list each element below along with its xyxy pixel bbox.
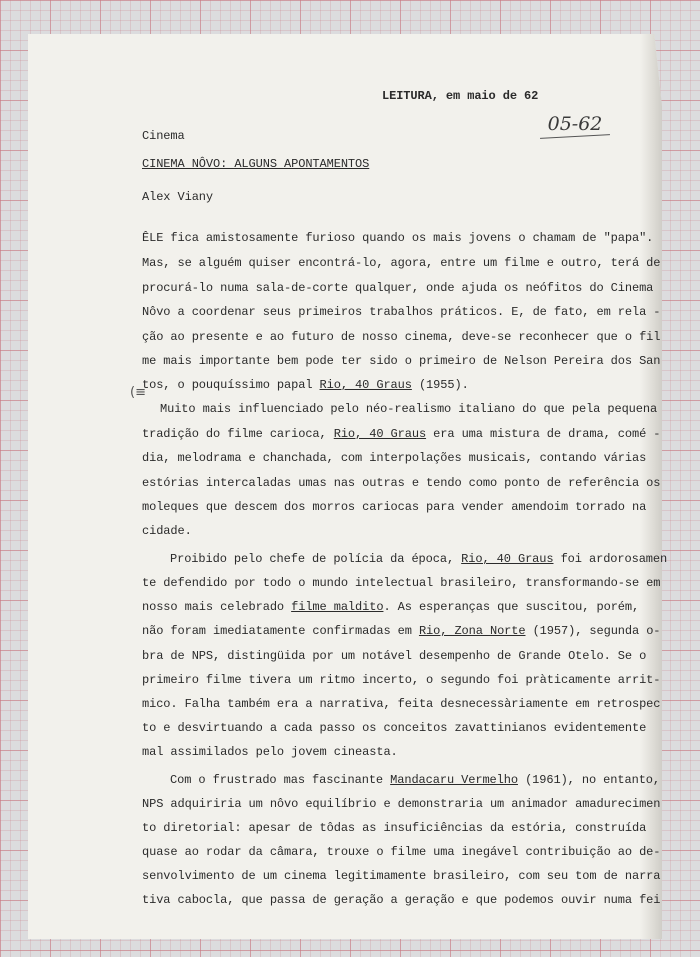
margin-mark: (≡ xyxy=(130,385,146,400)
body-line: tiva cabocla, que passa de geração a geração e que podemos ouvir numa fei xyxy=(142,893,661,907)
body-line: te defendido por todo o mundo intelectual brasileiro, transformando-se em xyxy=(142,576,661,590)
body-line: Muito mais influenciado pelo néo-realismo italiano do que pela pequena xyxy=(160,402,658,416)
body-line: to diretorial: apesar de tôdas as insuficiências da estória, construída xyxy=(142,821,647,835)
body-line: tos, o pouquíssimo papal Rio, 40 Graus (1955). xyxy=(142,378,469,392)
body-line: tradição do filme carioca, Rio, 40 Graus era uma mistura de drama, comé - xyxy=(142,427,661,441)
body-line: mal assimilados pelo jovem cineasta. xyxy=(142,745,398,759)
body-line: ÊLE fica amistosamente furioso quando os mais jovens o chamam de "papa". xyxy=(142,231,654,245)
body-line: não foram imediatamente confirmadas em Rio, Zona Norte (1957), segunda o- xyxy=(142,624,661,638)
body-line: quase ao rodar da câmara, trouxe o filme uma inegável contribuição ao de- xyxy=(142,845,661,859)
body-line: bra de NPS, distingüida por um notável desempenho de Grande Otelo. Se o xyxy=(142,649,647,663)
body-line: estórias intercaladas umas nas outras e tendo como ponto de referência os xyxy=(142,476,661,490)
section-label: Cinema xyxy=(142,129,185,143)
body-line: moleques que descem dos morros cariocas para vender amendoim torrado na xyxy=(142,500,647,514)
author-name: Alex Viany xyxy=(142,190,214,204)
body-line: procurá-lo numa sala-de-corte qualquer, onde ajuda os neófitos do Cinema xyxy=(142,281,654,295)
body-line: dia, melodrama e chanchada, com interpolações musicais, contando várias xyxy=(142,451,647,465)
body-line: nosso mais celebrado filme maldito. As esperanças que suscitou, porém, xyxy=(142,600,640,614)
body-line: Com o frustrado mas fascinante Mandacaru Vermelho (1961), no entanto, xyxy=(170,773,660,787)
body-line: senvolvimento de um cinema legitimamente brasileiro, com seu tom de narra xyxy=(142,869,661,883)
body-line: me mais importante bem pode ter sido o primeiro de Nelson Pereira dos San xyxy=(142,354,661,368)
article-title: CINEMA NÔVO: ALGUNS APONTAMENTOS xyxy=(142,157,370,171)
body-line: ção ao presente e ao futuro de nosso cinema, deve-se reconhecer que o fil xyxy=(142,330,661,344)
body-line: cidade. xyxy=(142,524,192,538)
body-line: Nôvo a coordenar seus primeiros trabalhos práticos. E, de fato, em rela - xyxy=(142,305,661,319)
body-line: Proibido pelo chefe de polícia da época, Rio, 40 Graus foi ardorosamen xyxy=(170,552,668,566)
body-line: primeiro filme tivera um ritmo incerto, o segundo foi pràticamente arrit- xyxy=(142,673,661,687)
publication-date-header: LEITURA, em maio de 62 xyxy=(382,89,539,103)
body-line: mico. Falha também era a narrativa, feita desnecessàriamente em retrospec xyxy=(142,697,661,711)
body-line: to e desvirtuando a cada passo os conceitos zavattinianos evidentemente xyxy=(142,721,647,735)
body-line: NPS adquiriria um nôvo equilíbrio e demonstraria um animador amadurecimen xyxy=(142,797,661,811)
body-line: Mas, se alguém quiser encontrá-lo, agora, entre um filme e outro, terá de xyxy=(142,256,661,270)
archive-number-handwritten: 05-62 xyxy=(547,113,603,135)
